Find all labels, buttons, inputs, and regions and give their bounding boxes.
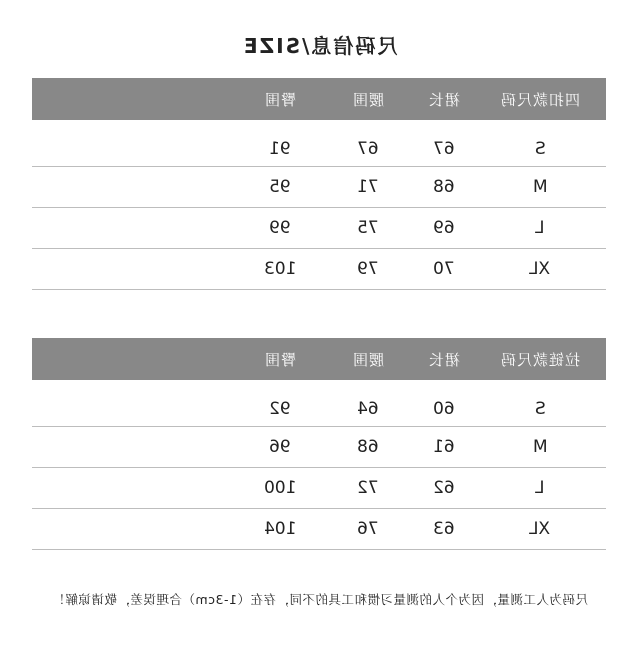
measurement-note-text: 尺码为人工测量，因为个人的测量习惯和工具的不同，存在（1-3cm）合理误差，敬请谅解！: [52, 592, 588, 607]
header-model: 拉链款尺码: [499, 350, 580, 369]
cell-length: 60: [433, 399, 455, 419]
header-hip: 臀围: [263, 350, 296, 369]
size-table-zipper: [32, 338, 606, 550]
cell-hip: 92: [269, 399, 291, 419]
cell-length: 68: [433, 177, 455, 197]
cell-size: S: [534, 139, 546, 159]
header-hip: 臀围: [263, 90, 296, 109]
cell-size: XL: [529, 519, 551, 539]
cell-length: 61: [433, 437, 455, 457]
header-length: 裙长: [427, 90, 460, 109]
table-row: [32, 427, 606, 468]
table-header: [32, 78, 606, 120]
cell-size: M: [532, 437, 548, 457]
cell-waist: 75: [357, 218, 379, 238]
cell-hip: 95: [269, 177, 291, 197]
cell-size: L: [535, 218, 545, 238]
cell-waist: 68: [357, 437, 379, 457]
cell-hip: 96: [269, 437, 291, 457]
measurement-note: [0, 590, 640, 608]
table-row: [32, 509, 606, 550]
header-waist: 腰围: [351, 350, 384, 369]
table-header: [32, 338, 606, 380]
cell-waist: 79: [357, 259, 379, 279]
page-title-text: 尺码信息/SIZE: [242, 34, 398, 58]
table-row: [32, 120, 606, 167]
cell-hip: 104: [263, 519, 297, 539]
table-row: [32, 208, 606, 249]
cell-waist: 64: [357, 399, 379, 419]
cell-waist: 71: [357, 177, 379, 197]
size-table-buckle: [32, 78, 606, 290]
cell-hip: 91: [269, 139, 291, 159]
table-row: [32, 167, 606, 208]
cell-length: 62: [433, 478, 455, 498]
cell-hip: 103: [263, 259, 297, 279]
cell-waist: 67: [357, 139, 379, 159]
table-row: [32, 380, 606, 427]
cell-length: 67: [433, 139, 455, 159]
cell-waist: 72: [357, 478, 379, 498]
cell-length: 70: [433, 259, 455, 279]
cell-waist: 76: [357, 519, 379, 539]
cell-hip: 100: [263, 478, 297, 498]
table-row: [32, 468, 606, 509]
cell-size: M: [532, 177, 548, 197]
cell-length: 63: [433, 519, 455, 539]
cell-hip: 99: [269, 218, 291, 238]
cell-size: S: [534, 399, 546, 419]
page-title: [0, 30, 640, 59]
header-model: 四扣款尺码: [499, 90, 580, 109]
header-length: 裙长: [427, 350, 460, 369]
header-waist: 腰围: [351, 90, 384, 109]
cell-size: XL: [529, 259, 551, 279]
cell-size: L: [535, 478, 545, 498]
cell-length: 69: [433, 218, 455, 238]
table-row: [32, 249, 606, 290]
